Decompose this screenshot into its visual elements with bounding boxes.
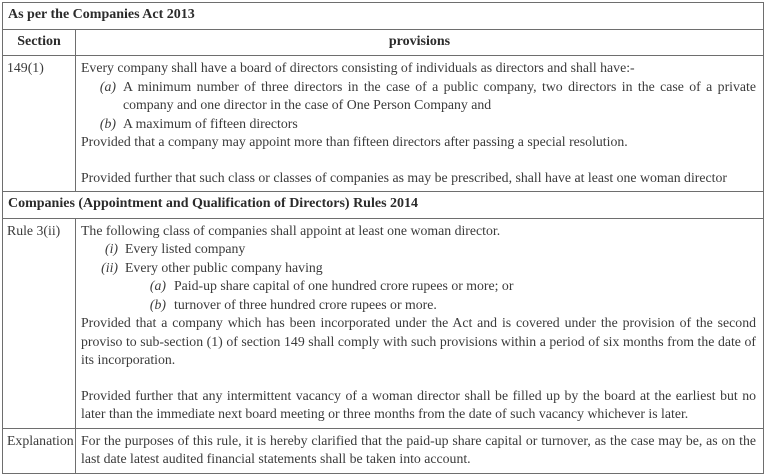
list-item-i (91, 240, 756, 259)
list-item-text: Every listed company (125, 241, 246, 256)
section-cell-149-1: 149(1) (3, 56, 76, 192)
table-row (3, 56, 764, 192)
table-header-row (3, 29, 764, 56)
list-item-b (95, 115, 756, 134)
list-item-text: Paid-up share capital of one hundred crore rupees or more; or (174, 278, 514, 293)
column-header-section: Section (3, 29, 76, 56)
companies-act-table (2, 2, 764, 474)
table-row (3, 428, 764, 473)
provision-intro-text: Every company shall have a board of directors consisting of individuals as directors and shall have:- (81, 60, 635, 75)
proviso-text: Provided that a company which has been incorporated under the Act and is covered under the provision of the second proviso to sub-section (1) of section 149 shall comply with such provisions within a period of six months from the date of its incorporation. (81, 315, 756, 367)
proviso-further-text: Provided further that any intermittent vacancy of a woman director shall be filled up by the board at the earliest but no later than the immediate next board meeting or three months from the date of such vacancy whichever is later. (81, 387, 756, 421)
table-row (3, 3, 764, 30)
provisions-cell-rule-3ii (76, 218, 764, 428)
list-marker: (i) (104, 241, 118, 256)
act-2013-section-header: As per the Companies Act 2013 (3, 3, 764, 30)
table-row (3, 218, 764, 428)
column-header-provisions: provisions (76, 29, 764, 56)
proviso-text: Provided that a company may appoint more than fifteen directors after passing a special resolution. (81, 134, 628, 149)
list-marker: (a) (149, 278, 166, 293)
list-item-text: A minimum number of three directors in the case of a public company, two directors in the case of a private company and one director in the case of One Person Company and (123, 78, 756, 112)
rules-2014-section-header: Companies (Appointment and Qualification of Directors) Rules 2014 (3, 192, 764, 219)
sub-list-item-b (144, 296, 756, 315)
rule-intro-text: The following class of companies shall appoint at least one woman director. (81, 222, 501, 238)
list-item-text: turnover of three hundred crore rupees or more. (174, 296, 437, 312)
list-marker: (ii) (101, 259, 118, 275)
list-item-text: Every other public company having (125, 259, 323, 275)
list-marker: (b) (149, 296, 166, 312)
section-cell-rule-3ii: Rule 3(ii) (3, 218, 76, 428)
provisions-cell-explanation (76, 428, 764, 473)
proviso-further-text: Provided further that such class or classes of companies as may be prescribed, shall have at least one woman director (81, 169, 727, 185)
explanation-text: For the purposes of this rule, it is hereby clarified that the paid-up share capital or turnover, as the case may be, as on the last date latest audited financial statements shall be taken into account. (81, 432, 756, 466)
sub-list-item-a (144, 277, 756, 296)
list-marker: (a) (99, 78, 116, 94)
list-item-a (95, 78, 756, 115)
list-item-text: A maximum of fifteen directors (123, 115, 298, 131)
list-item-ii (91, 259, 756, 278)
section-cell-explanation: Explanation (3, 428, 76, 473)
provisions-cell-149-1 (76, 56, 764, 192)
table-row (3, 192, 764, 219)
list-marker: (b) (99, 115, 116, 131)
